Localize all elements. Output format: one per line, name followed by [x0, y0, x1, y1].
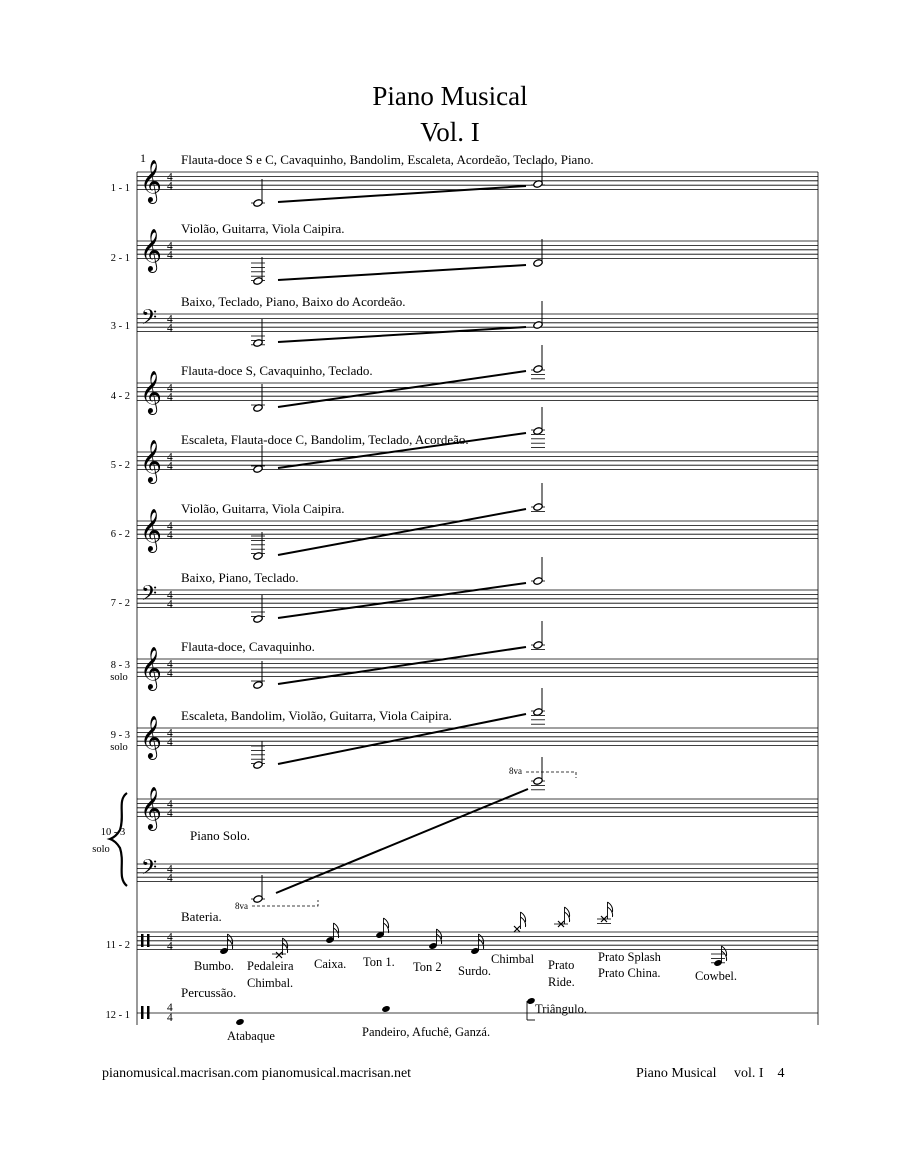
drum-note-flag	[608, 902, 613, 917]
ottava-label: 8va	[235, 901, 248, 911]
ottava-bracket	[526, 772, 576, 778]
percussion-clef-icon	[147, 1006, 150, 1019]
staff-sublabel: solo	[92, 844, 110, 855]
staff-sublabel: solo	[110, 672, 128, 683]
percussion-label: Atabaque	[227, 1029, 275, 1043]
time-signature: 4	[167, 171, 173, 184]
staff-instruments: Violão, Guitarra, Viola Caipira.	[181, 221, 345, 236]
time-signature: 4	[167, 451, 173, 464]
treble-clef-icon: 𝄞	[140, 161, 162, 202]
time-signature: 4	[167, 727, 173, 740]
treble-clef-icon: 𝄞	[140, 788, 162, 829]
staff-label: 6 - 2	[110, 529, 130, 540]
glissando-line	[278, 647, 526, 684]
time-signature: 4	[167, 240, 173, 253]
treble-clef-icon: 𝄞	[140, 717, 162, 758]
drum-label: Ton 2	[413, 960, 442, 974]
staff-instruments: Escaleta, Bandolim, Violão, Guitarra, Viola Caipira.	[181, 708, 452, 723]
staff-label: 7 - 2	[110, 598, 130, 609]
time-signature: 4	[167, 931, 173, 944]
percussion-heading: Percussão.	[181, 985, 237, 1000]
time-signature: 4	[167, 598, 173, 611]
bass-clef-icon: 𝄢	[141, 307, 158, 334]
time-signature: 4	[167, 313, 173, 326]
bass-clef-icon: 𝄢	[141, 583, 158, 610]
staff-label: 5 - 2	[110, 460, 130, 471]
drum-label: Prato	[548, 958, 575, 972]
piano-brace-icon	[110, 793, 127, 886]
time-signature: 4	[167, 460, 173, 473]
ottava-bracket	[252, 900, 318, 906]
staff-instruments: Violão, Guitarra, Viola Caipira.	[181, 501, 345, 516]
page-subtitle: Vol. I	[420, 117, 480, 147]
staff-label: 4 - 2	[110, 391, 130, 402]
treble-clef-icon: 𝄞	[140, 441, 162, 482]
time-signature: 4	[167, 322, 173, 335]
staff-instruments: Flauta-doce S, Cavaquinho, Teclado.	[181, 363, 373, 378]
page-title: Piano Musical	[372, 81, 528, 111]
time-signature: 4	[167, 1002, 173, 1014]
drum-label: Bumbo.	[194, 959, 234, 973]
time-signature: 4	[167, 180, 173, 193]
treble-clef-icon: 𝄞	[140, 510, 162, 551]
time-signature: 4	[167, 589, 173, 602]
footer-websites: pianomusical.macrisan.com pianomusical.macrisan.net	[102, 1066, 412, 1081]
time-signature: 4	[167, 520, 173, 533]
staff-label: 1 - 1	[110, 183, 130, 194]
time-signature: 4	[167, 798, 173, 811]
staff-sublabel: solo	[110, 742, 128, 753]
drum-label: Prato Splash	[598, 950, 661, 964]
drum-label: Chimbal	[491, 952, 535, 966]
drum-label: Surdo.	[458, 964, 491, 978]
time-signature: 4	[167, 667, 173, 680]
time-signature: 4	[167, 736, 173, 749]
drum-label: Cowbel.	[695, 969, 738, 983]
glissando-line	[278, 327, 526, 342]
bass-clef-icon: 𝄢	[141, 857, 158, 884]
time-signature: 4	[167, 807, 173, 820]
treble-clef-icon: 𝄞	[140, 372, 162, 413]
staff-label: 10 - 3	[100, 827, 126, 838]
staff-label: 3 - 1	[110, 321, 130, 332]
drums-heading: Bateria.	[181, 909, 222, 924]
time-signature: 4	[167, 529, 173, 542]
drum-label: Ride.	[548, 975, 575, 989]
time-signature: 4	[167, 249, 173, 262]
footer-page-info: Piano Musical vol. I 4	[636, 1066, 785, 1081]
percussion-clef-icon	[147, 934, 150, 947]
drum-note-flag	[334, 923, 339, 938]
drum-note-flag	[384, 918, 389, 933]
time-signature: 4	[167, 863, 173, 876]
drum-label: Ton 1.	[363, 955, 395, 969]
time-signature: 4	[167, 1012, 173, 1024]
drum-note-cross	[276, 952, 282, 958]
staff-label: 11 - 2	[105, 940, 130, 951]
time-signature: 4	[167, 658, 173, 671]
time-signature: 4	[167, 391, 173, 404]
time-signature: 4	[167, 872, 173, 885]
drum-label: Caixa.	[314, 957, 347, 971]
glissando-line	[278, 265, 526, 280]
drum-note-flag	[521, 912, 526, 927]
drum-label: Pedaleira	[247, 959, 294, 973]
staff-label: 2 - 1	[110, 253, 130, 264]
drum-label: Prato China.	[598, 966, 661, 980]
glissando-line	[278, 186, 526, 202]
drum-label: Chimbal.	[247, 976, 294, 990]
percussion-label: Triângulo.	[535, 1002, 587, 1016]
percussion-note	[381, 1005, 390, 1013]
percussion-label: Pandeiro, Afuchê, Ganzá.	[362, 1025, 491, 1039]
staff-instruments: Escaleta, Flauta-doce C, Bandolim, Teclado, Acordeão.	[181, 432, 469, 447]
glissando-line	[278, 583, 526, 618]
drum-note-flag	[565, 907, 570, 922]
time-signature: 4	[167, 940, 173, 953]
time-signature: 4	[167, 382, 173, 395]
measure-number: 1	[140, 151, 146, 165]
percussion-clef-icon	[141, 1006, 144, 1019]
staff-instruments: Flauta-doce S e C, Cavaquinho, Bandolim, Escaleta, Acordeão, Teclado, Piano.	[181, 152, 594, 167]
staff-instruments: Flauta-doce, Cavaquinho.	[181, 639, 315, 654]
staff-instruments: Baixo, Piano, Teclado.	[181, 570, 299, 585]
staff-label: 8 - 3	[110, 660, 130, 671]
ottava-label: 8va	[509, 766, 522, 776]
staff-label: 9 - 3	[110, 730, 130, 741]
treble-clef-icon: 𝄞	[140, 230, 162, 271]
treble-clef-icon: 𝄞	[140, 648, 162, 689]
percussion-note	[235, 1018, 244, 1026]
staff-instruments: Piano Solo.	[190, 828, 250, 843]
staff-label: 12 - 1	[105, 1010, 130, 1021]
percussion-clef-icon	[141, 934, 144, 947]
staff-instruments: Baixo, Teclado, Piano, Baixo do Acordeão.	[181, 294, 406, 309]
drum-note-cross	[514, 926, 520, 932]
